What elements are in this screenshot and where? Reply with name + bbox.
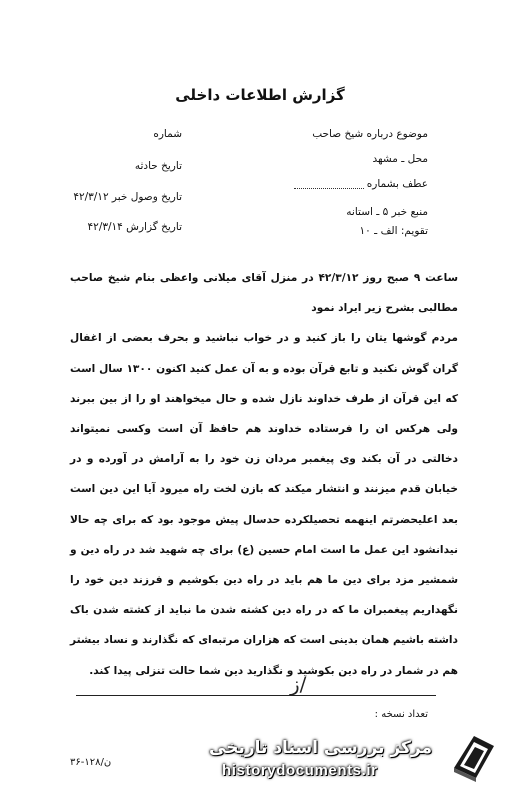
signature-mark: ز/ bbox=[290, 672, 307, 696]
received-date-field bbox=[73, 191, 182, 203]
received-date-label: تاریخ وصول خبر ۴۲/۳/۱۲ bbox=[73, 191, 182, 203]
evaluation-label: تقویم: الف ـ ۱۰ bbox=[359, 225, 428, 237]
location-label: محل ـ مشهد bbox=[372, 153, 428, 165]
incident-date-label: تاریخ حادثه bbox=[134, 160, 182, 172]
subject-label: موضوع درباره شیخ صاحب bbox=[312, 128, 428, 140]
report-body bbox=[70, 263, 458, 686]
document-title: گزارش اطلاعات داخلی bbox=[175, 86, 345, 104]
dotted-line bbox=[294, 180, 364, 189]
watermark-url: historydocuments.ir bbox=[222, 762, 378, 779]
source-label: منبع خبر ۵ ـ استانه bbox=[346, 206, 428, 218]
report-date-label: تاریخ گزارش ۴۲/۳/۱۴ bbox=[87, 221, 182, 233]
number-field bbox=[153, 128, 182, 140]
report-date-field bbox=[88, 221, 182, 233]
incident-date-field bbox=[135, 160, 182, 172]
document-number: ۳۶-۱۲۸/ن bbox=[70, 757, 112, 768]
copies-label: تعداد نسخه : bbox=[374, 709, 428, 720]
following-number-field bbox=[291, 178, 428, 190]
book-logo-svg bbox=[450, 728, 498, 784]
following-number-label: عطف بشماره bbox=[366, 178, 428, 190]
watermark-title: مرکز بررسی اسناد تاریخی bbox=[209, 738, 432, 758]
number-label: شماره bbox=[153, 128, 182, 140]
evaluation-field bbox=[360, 225, 428, 237]
book-logo-icon bbox=[450, 728, 498, 788]
body-paragraph: مردم گوشها یتان را باز کنید و در خواب نباشید و بحرف بعضی از اغفال گران گوش نکنید و تابع قرآن بوده و به آن عمل کنید اکنون ۱۳۰۰ سال است که این قرآن از طرف خداوند نازل شده و حال میخواهند او را از بین ببرند ولی هرکس ان را فرستاده خداوند هم حافظ آن است وکسی نمیتواند دخالتی در آن بکند وی پیغمبر مردان زن خود را به آرامش در آورده و در خیابان قدم میزنند و انتشار میکند که بازن لخت راه میرود آیا این دین است بعد اعلیحضرتم اینهمه تحصیلکرده حدسال پیش موجود بود که برای چه حالا نیدانشود این عمل ما است امام حسین (ع) برای چه شهید شد در راه دین و شمشیر مزد برای دین ما هم باید در راه دین بکوشیم و فرزند دین خود را نگهداریم پیغمبران ما که در راه دین کشته شدن ما نباید از کشته شدن باک داشته باشیم همان بدینی است که هزاران مرتبه‌ای که نگذارند و نساد بیشتر هم در شمار در راه دین بکوشید و نگذارید دین شما حالت تنزلی پیدا کند. bbox=[70, 332, 458, 677]
body-paragraph: ساعت ۹ صبح روز ۴۲/۳/۱۲ در منزل آقای میلانی واعظی بنام شیخ صاحب مطالبی بشرح زیر ایراد نمود bbox=[70, 272, 459, 315]
signature-divider bbox=[76, 695, 436, 696]
subject-field bbox=[312, 128, 428, 140]
location-field bbox=[373, 153, 428, 165]
source-field bbox=[346, 206, 428, 218]
